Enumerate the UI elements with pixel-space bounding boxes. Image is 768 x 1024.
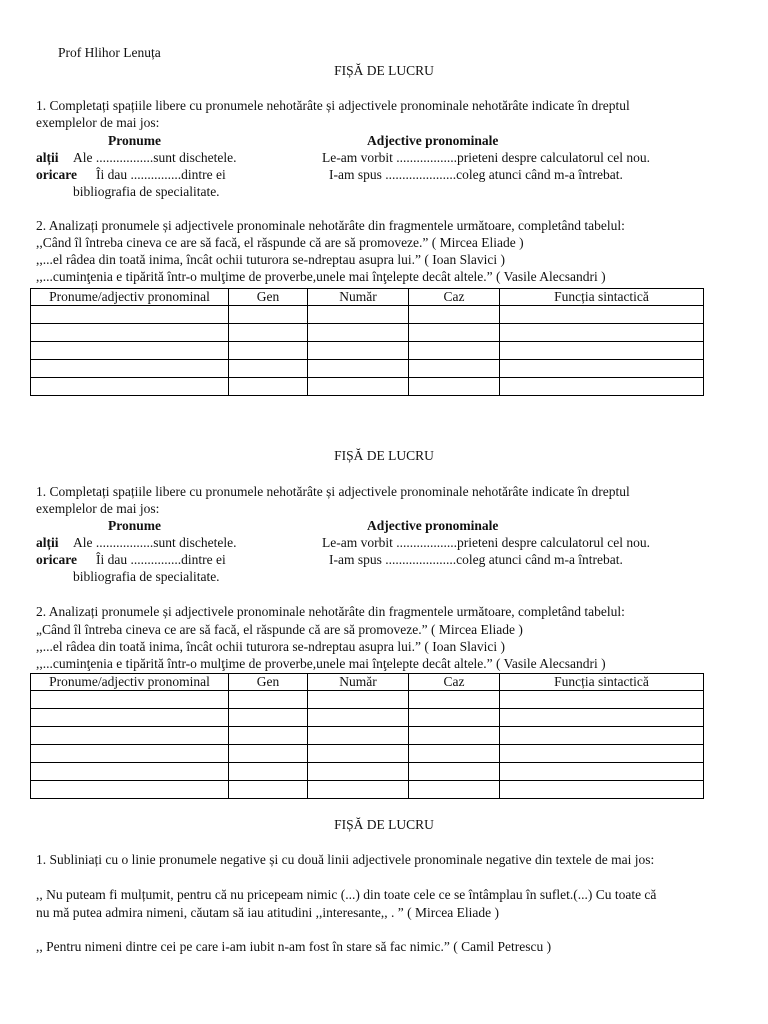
adjective-sentence-2: I-am spus .....................coleg atunci când m-a întrebat. [329,167,623,182]
table-cell[interactable] [31,324,229,342]
table-row [31,360,704,378]
table-cell[interactable] [308,763,409,781]
author-name: Prof Hlihor Lenuța [58,45,161,60]
table-cell[interactable] [500,781,704,799]
table-cell[interactable] [229,691,308,709]
table-cell[interactable] [409,324,500,342]
table-row [31,781,704,799]
table-cell[interactable] [308,745,409,763]
table-cell[interactable] [500,324,704,342]
pronoun-sentence-2-continued: bibliografia de specialitate. [73,569,220,584]
given-word-oricare: oricare [36,167,77,182]
table-header-cell: Număr [308,289,409,306]
text-eliade-line2: nu mă putea admira nimeni, căutam să iau atitudini ,,interesante,, . ” ( Mircea Eliade ) [36,905,499,920]
table-row [31,745,704,763]
worksheet-title: FIȘĂ DE LUCRU [334,63,434,78]
table-cell[interactable] [31,709,229,727]
table-cell[interactable] [31,763,229,781]
table-header-cell: Funcția sintactică [500,674,704,691]
table-cell[interactable] [409,709,500,727]
table-header-cell: Pronume/adjectiv pronominal [31,674,229,691]
table-cell[interactable] [409,342,500,360]
table-cell[interactable] [500,709,704,727]
table-cell[interactable] [409,781,500,799]
table-cell[interactable] [500,691,704,709]
table-cell[interactable] [409,727,500,745]
table-cell[interactable] [308,360,409,378]
table-row [31,306,704,324]
exercise-1-instruction-line2: exemplelor de mai jos: [36,501,160,516]
table-row [31,709,704,727]
table-row [31,342,704,360]
quote-slavici: ,,...el râdea din toată inima, încât ochii tuturora se-ndreptau asupra lui.” ( Ioan Slavici ) [36,252,505,267]
table-cell[interactable] [31,360,229,378]
table-cell[interactable] [31,781,229,799]
table-cell[interactable] [229,727,308,745]
table-cell[interactable] [500,306,704,324]
table-cell[interactable] [308,342,409,360]
table-cell[interactable] [500,378,704,396]
pronoun-sentence-1: Ale .................sunt dischetele. [73,150,237,165]
given-word-oricare: oricare [36,552,77,567]
table-cell[interactable] [229,378,308,396]
table-cell[interactable] [409,378,500,396]
column-heading-adjective: Adjective pronominale [367,133,499,148]
exercise-1-instruction: 1. Subliniați cu o linie pronumele negative și cu două linii adjectivele pronominale negative din textele de mai jos: [36,852,655,867]
table-cell[interactable] [229,709,308,727]
table-row [31,763,704,781]
column-heading-pronoun: Pronume [108,518,161,533]
text-eliade-line1: ,, Nu puteam fi mulțumit, pentru că nu pricepeam nimic (...) din toate cele ce se întâmplau în suflet.(...) Cu toate că [36,887,657,902]
worksheet-title: FIȘĂ DE LUCRU [334,448,434,463]
table-cell[interactable] [409,360,500,378]
table-cell[interactable] [229,306,308,324]
table-cell[interactable] [500,727,704,745]
table-cell[interactable] [31,691,229,709]
table-cell[interactable] [229,745,308,763]
table-cell[interactable] [409,763,500,781]
table-header-row [31,674,704,691]
table-header-cell: Pronume/adjectiv pronominal [31,289,229,306]
table-row [31,324,704,342]
quote-alecsandri: ,,...cuminţenia e tipărită într-o mulţime de proverbe,unele mai înţelepte decât altele.” ( Vasile Alecsandri ) [36,269,606,284]
table-header-cell: Funcția sintactică [500,289,704,306]
table-cell[interactable] [409,745,500,763]
table-header-cell: Caz [409,674,500,691]
exercise-1-instruction-line1: 1. Completați spațiile libere cu pronumele nehotărâte și adjectivele pronominale nehotărâte indicate în dreptul [36,98,630,113]
text-petrescu: ,, Pentru nimeni dintre cei pe care i-am iubit n-am fost în stare să fac nimic.” ( Camil Petrescu ) [36,939,552,954]
table-cell[interactable] [31,306,229,324]
given-word-altii: alții [36,535,59,550]
table-cell[interactable] [500,745,704,763]
table-cell[interactable] [500,763,704,781]
table-header-row [31,289,704,306]
column-heading-adjective: Adjective pronominale [367,518,499,533]
table-row [31,727,704,745]
table-cell[interactable] [229,781,308,799]
table-cell[interactable] [500,360,704,378]
pronoun-sentence-2: Îi dau ...............dintre ei [96,167,226,182]
adjective-sentence-1: Le-am vorbit ..................prieteni despre calculatorul cel nou. [322,150,651,165]
table-cell[interactable] [31,745,229,763]
quote-slavici: ,,...el râdea din toată inima, încât ochii tuturora se-ndreptau asupra lui.” ( Ioan Slavici ) [36,639,505,654]
table-cell[interactable] [308,306,409,324]
adjective-sentence-1: Le-am vorbit ..................prieteni despre calculatorul cel nou. [322,535,651,550]
table-cell[interactable] [308,691,409,709]
pronoun-sentence-1: Ale .................sunt dischetele. [73,535,237,550]
quote-eliade: ,,Când îl întreba cineva ce are să facă, el răspunde că are să promoveze.” ( Mircea Eliade ) [36,235,524,250]
worksheet-title: FIȘĂ DE LUCRU [334,817,434,832]
table-cell[interactable] [308,781,409,799]
given-word-altii: alții [36,150,59,165]
exercise-1-instruction-line1: 1. Completați spațiile libere cu pronumele nehotărâte și adjectivele pronominale nehotărâte indicate în dreptul [36,484,630,499]
quote-eliade: „Când îl întreba cineva ce are să facă, el răspunde că are să promoveze.” ( Mircea Eliade ) [36,622,523,637]
exercise-2-instruction: 2. Analizați pronumele și adjectivele pronominale nehotărâte din fragmentele următoare, completând tabelul: [36,218,625,233]
table-cell[interactable] [229,360,308,378]
analysis-table [30,288,704,396]
table-cell[interactable] [31,342,229,360]
table-cell[interactable] [229,342,308,360]
table-cell[interactable] [308,378,409,396]
table-cell[interactable] [31,378,229,396]
table-cell[interactable] [308,727,409,745]
table-row [31,691,704,709]
table-cell[interactable] [308,709,409,727]
table-cell[interactable] [308,324,409,342]
table-cell[interactable] [31,727,229,745]
quote-alecsandri: ,,...cuminţenia e tipărită într-o mulţime de proverbe,unele mai înţelepte decât altele.” ( Vasile Alecsandri ) [36,656,606,671]
table-cell[interactable] [229,763,308,781]
pronoun-sentence-2: Îi dau ...............dintre ei [96,552,226,567]
table-cell[interactable] [500,342,704,360]
pronoun-sentence-2-continued: bibliografia de specialitate. [73,184,220,199]
table-cell[interactable] [409,306,500,324]
table-cell[interactable] [229,324,308,342]
exercise-2-instruction: 2. Analizați pronumele și adjectivele pronominale nehotărâte din fragmentele următoare, completând tabelul: [36,604,625,619]
exercise-1-instruction-line2: exemplelor de mai jos: [36,115,160,130]
analysis-table [30,673,704,799]
column-heading-pronoun: Pronume [108,133,161,148]
adjective-sentence-2: I-am spus .....................coleg atunci când m-a întrebat. [329,552,623,567]
table-header-cell: Număr [308,674,409,691]
table-cell[interactable] [409,691,500,709]
table-row [31,378,704,396]
table-header-cell: Gen [229,289,308,306]
table-header-cell: Gen [229,674,308,691]
table-header-cell: Caz [409,289,500,306]
